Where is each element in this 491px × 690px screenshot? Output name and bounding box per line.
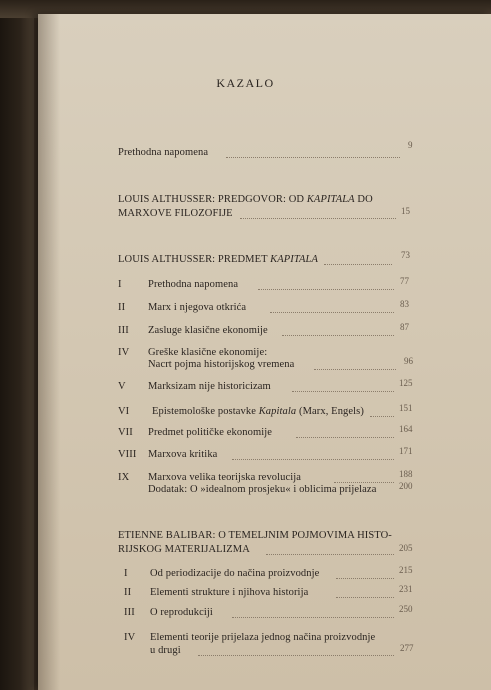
page-number: 205 [399,543,413,553]
page-number: 215 [399,565,413,575]
page-number: 15 [401,206,410,216]
toc-entry-number: III [124,607,135,618]
toc-entry-number: III [118,325,129,336]
toc-entry-prethodna: Prethodna napomena [118,147,209,158]
toc-entry-number: II [118,302,126,313]
page-number: 277 [400,643,414,653]
toc-entry-line2: u drugi [150,645,181,656]
page-gutter-shadow [38,14,60,690]
toc-entry: Epistemološke postavke Kapitala (Marx, Engels) [152,406,364,417]
leader-dots [336,578,394,579]
leader-dots [296,437,394,438]
toc-entry-number: IV [118,347,130,358]
toc-section-balibar-line2: RIJSKOG MATERIJALIZMA [118,544,250,555]
leader-dots [258,289,394,290]
page-number: 231 [399,584,413,594]
leader-dots [370,416,394,417]
leader-dots [232,459,394,460]
toc-entry: Greške klasične ekonomije: [148,347,268,358]
toc-entry: O reprodukciji [150,607,213,618]
toc-entry: Elementi strukture i njihova historija [150,587,309,598]
toc-section-althusser-predgovor-line2: MARXOVE FILOZOFIJE [118,208,233,219]
toc-entry-number: II [124,587,132,598]
leader-dots [198,655,394,656]
toc-entry-dodatak: Dodatak: O »idealnom prosjeku« i oblicima prijelaza [148,484,377,495]
toc-entry: Prethodna napomena [148,279,239,290]
toc-section-althusser-predmet: LOUIS ALTHUSSER: PREDMET KAPITALA [118,254,319,265]
toc-entry-number: IV [124,632,136,643]
leader-dots [282,335,394,336]
toc-entry: Predmet političke ekonomije [148,427,273,438]
page-number: 77 [400,276,409,286]
toc-entry: Zasluge klasične ekonomije [148,325,268,336]
page-number: 73 [401,250,410,260]
leader-dots [270,312,394,313]
toc-entry-number: VIII [118,449,137,460]
toc-section-althusser-predgovor: LOUIS ALTHUSSER: PREDGOVOR: OD KAPITALA DO [118,194,373,205]
toc-entry-line2: Nacrt pojma historijskog vremena [148,359,295,370]
leader-dots [232,617,394,618]
toc-entry: Marxova velika teorijska revolucija [148,472,302,483]
toc-entry-number: IX [118,472,130,483]
page-number: 83 [400,299,409,309]
toc-entry: Marksizam nije historicizam [148,381,271,392]
page-number: 125 [399,378,413,388]
page-number: 96 [404,356,413,366]
toc-entry-number: I [118,279,122,290]
leader-dots [334,482,394,483]
toc-entry: Marxova kritika [148,449,218,460]
toc-section-balibar: ETIENNE BALIBAR: O TEMELJNIM POJMOVIMA HISTO- [118,530,392,541]
toc-entry-number: I [124,568,128,579]
leader-dots [324,264,392,265]
page-number: 87 [400,322,409,332]
toc-entry-number: VI [118,406,130,417]
leader-dots [336,597,394,598]
book-edge [0,0,34,690]
page-number: 151 [399,403,413,413]
toc-entry-number: V [118,381,126,392]
toc-entry: Marx i njegova otkrića [148,302,247,313]
leader-dots [266,554,394,555]
toc-title: KAZALO [216,76,275,90]
leader-dots [226,157,400,158]
page-number: 9 [408,140,413,150]
leader-dots [314,369,396,370]
leader-dots [240,218,396,219]
toc-entry: Elementi teorije prijelaza jednog načina proizvodnje [150,632,376,643]
toc-entry: Od periodizacije do načina proizvodnje [150,568,320,579]
page-number: 171 [399,446,413,456]
page-number: 188 [399,469,413,479]
leader-dots [292,391,394,392]
page-number: 250 [399,604,413,614]
page-number: 200 [399,481,413,491]
page-number: 164 [399,424,413,434]
toc-entry-number: VII [118,427,133,438]
